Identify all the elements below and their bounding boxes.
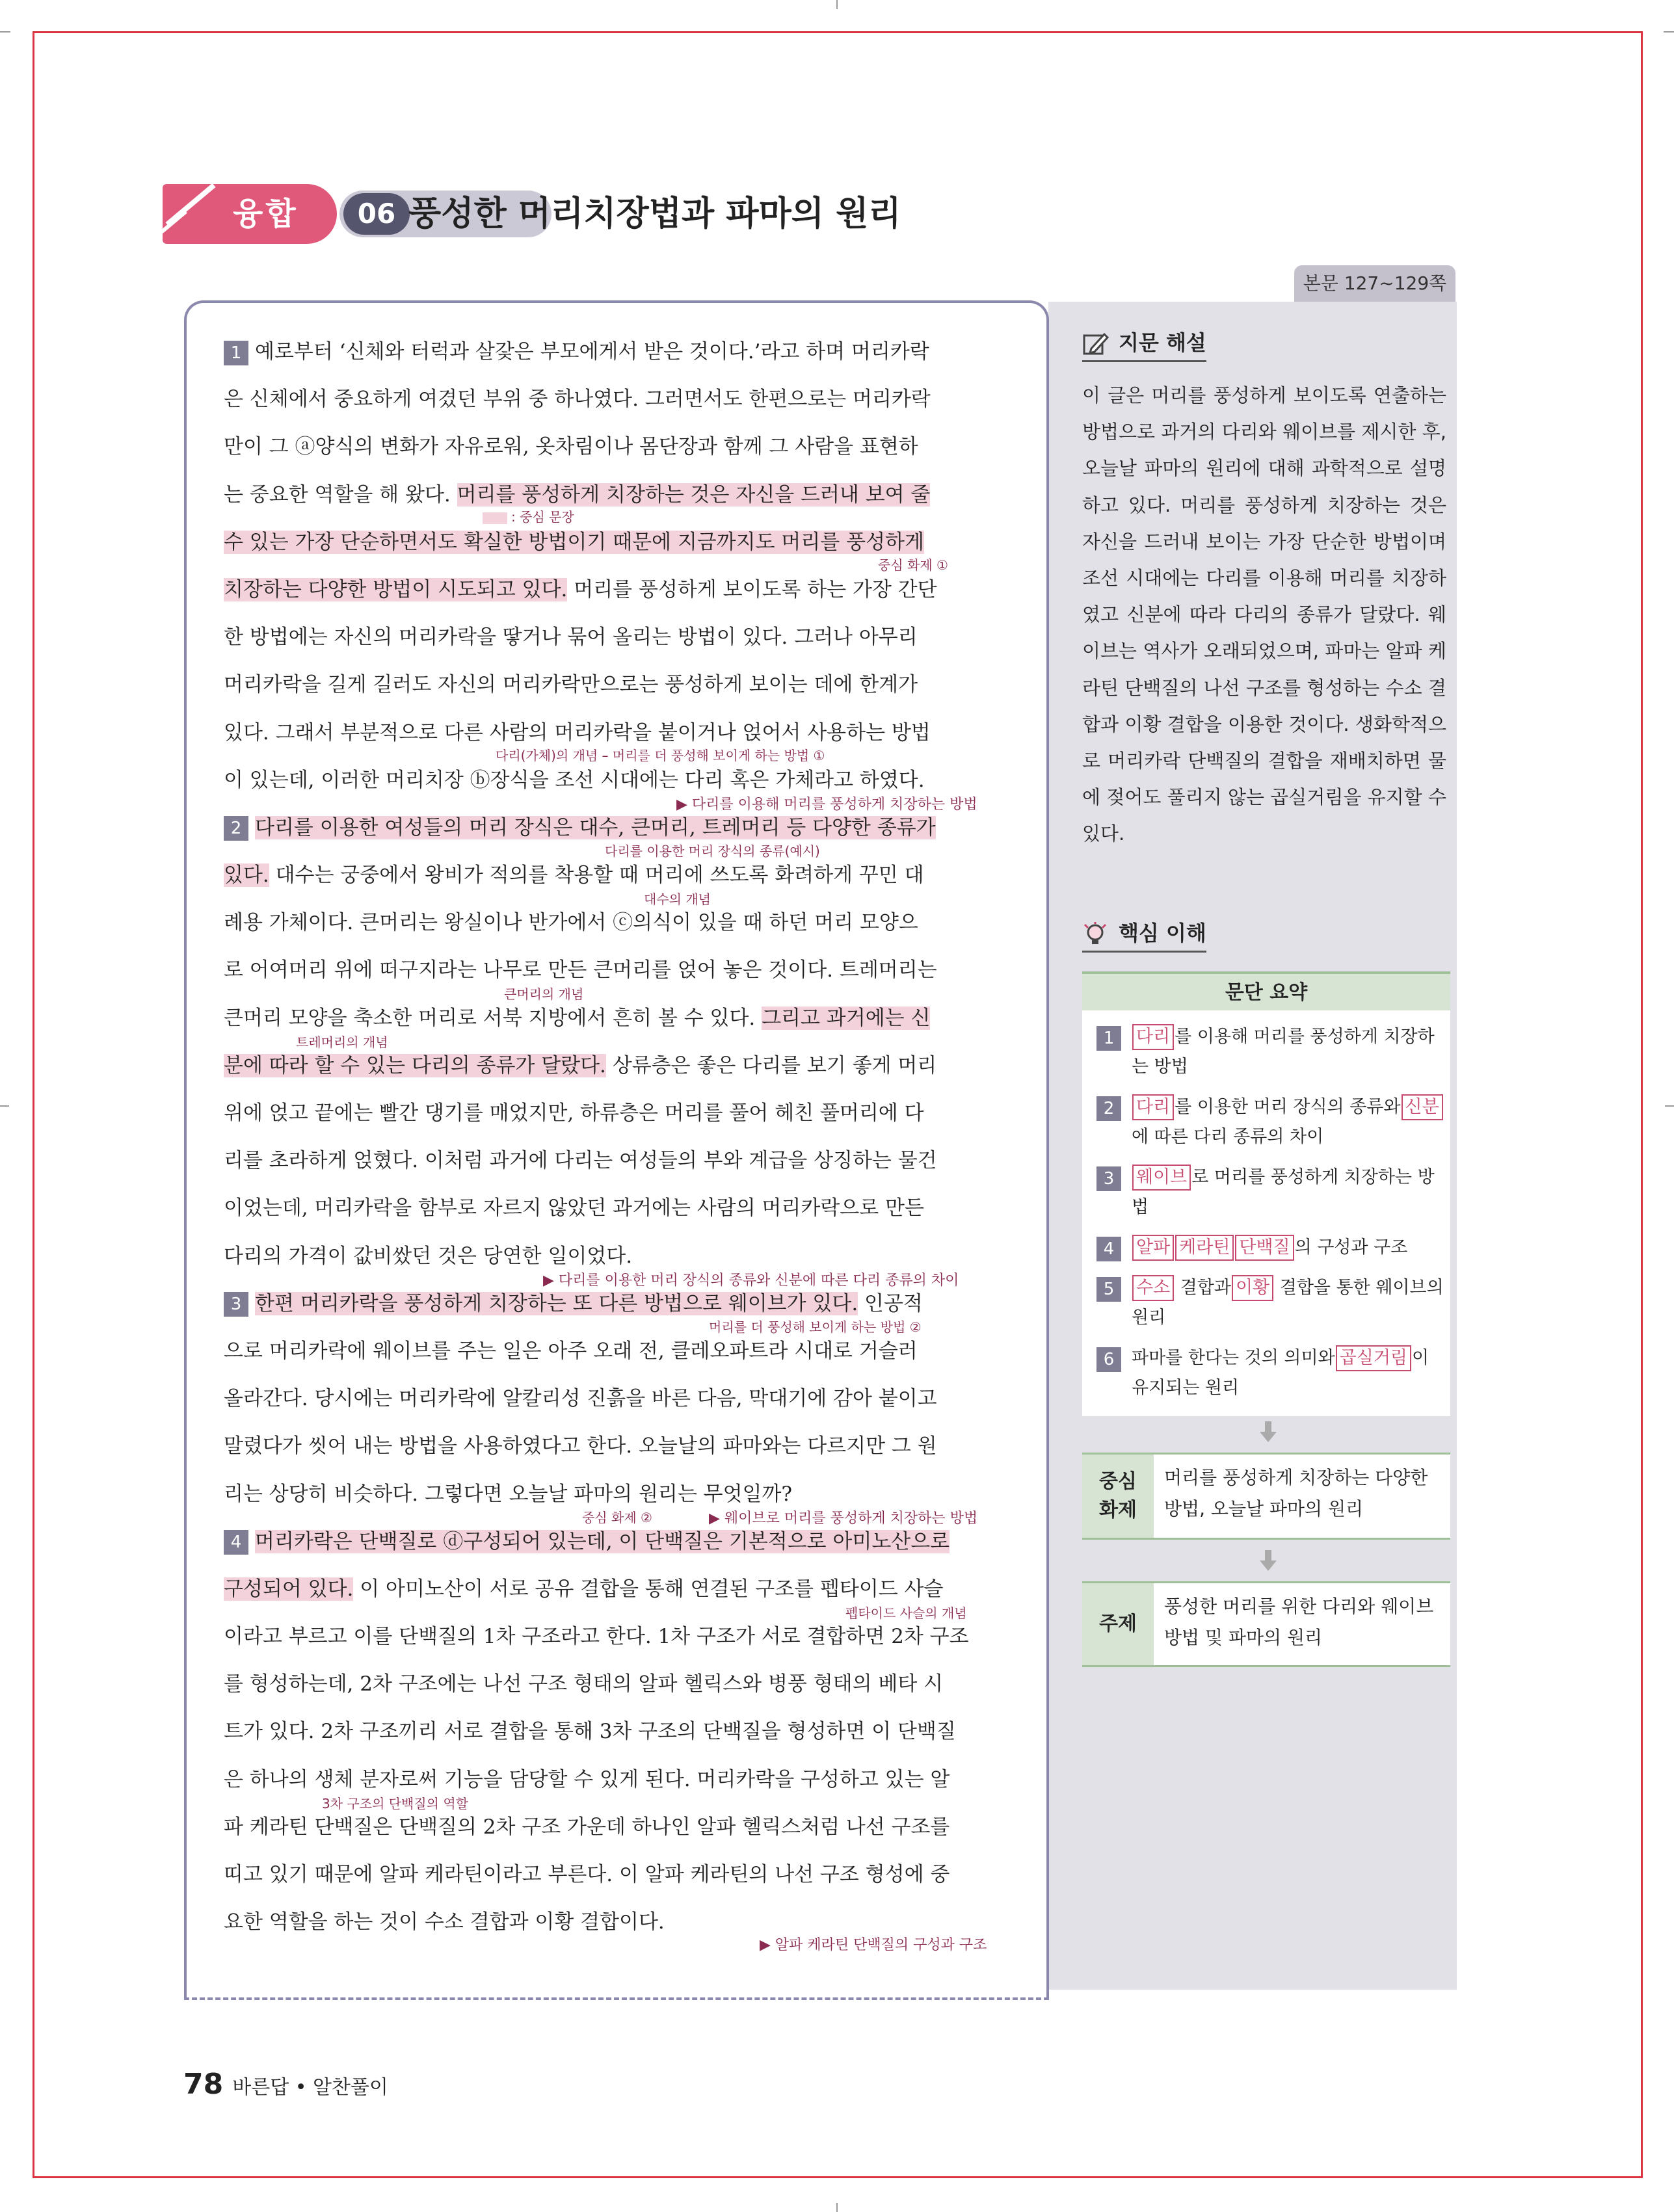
page-title: 풍성한 머리치장법과 파마의 원리 [408,194,901,233]
passage-segment: 올라간다. 당시에는 머리카락에 알칼리성 진흙을 바른 다음, 막대기에 감아 붙이고 [224,1387,937,1411]
answer-box: 단백질 [1235,1235,1294,1261]
crop-mark [0,31,10,33]
summary-arrow-4: ▶ 알파 케라틴 단백질의 구성과 구조 [760,1937,987,1953]
passage-segment: 이 아미노산이 서로 공유 결합을 통해 연결된 구조를 펩타이드 사슬 [353,1577,944,1601]
summary-arrow-2: ▶ 다리를 이용한 머리 장식의 종류와 신분에 따른 다리 종류의 차이 [543,1272,959,1289]
passage-segment: 요한 역할을 하는 것이 수소 결합과 이황 결합이다. [224,1910,665,1934]
annotation-daesu: 대수의 개념 [644,891,711,907]
central-topic-label: 중심 화제 [1082,1455,1154,1538]
passage-line [224,1090,1011,1137]
passage-line [224,899,1011,947]
page-number: 78 [183,2068,224,2101]
summary-head: 문단 요약 [1082,971,1450,1010]
summary-number: 2 [1096,1096,1121,1121]
passage-line [224,614,1011,661]
passage-segment: 트가 있다. 2차 구조끼리 서로 결합을 통해 3차 구조의 단백질을 형성하면 이 단백질 [224,1720,956,1744]
paragraph-summary [1082,971,1450,1416]
passage-line [224,328,1011,376]
summary-text: 파마를 한다는 것의 의미와 [1132,1348,1335,1368]
passage-line [224,661,1011,709]
answer-box: 케라틴 [1175,1235,1234,1261]
highlighted-text: 수 있는 가장 단순하면서도 확실한 방법이기 때문에 지금까지도 머리를 풍성하게 [224,530,924,554]
passage-segment: 리를 초라하게 얹혔다. 이처럼 과거에 다리는 여성들의 부와 계급을 상징하는 물건 [224,1149,937,1173]
passage-segment: 는 중요한 역할을 해 왔다. [224,482,457,507]
crop-mark [0,1105,9,1107]
passage-segment: 은 하나의 생체 분자로써 기능을 담당할 수 있게 된다. 머리카락을 구성하고 있는 알 [224,1767,950,1791]
summary-number: 5 [1096,1277,1121,1302]
category-tag [163,184,337,244]
paragraph-number: 2 [224,816,248,841]
explanation-text: 이 글은 머리를 풍성하게 보이도록 연출하는 방법으로 과거의 다리와 웨이브를 제시한 후, 오늘날 파마의 원리에 대해 과학적으로 설명하고 있다. 머리를 풍성하게 치장하는 것은 자신을 드러내 보이는 가장 단순한 방법이며 조선 시대에는 다리를 이용해 머리를 치장하였고 신분에 따라 다리의 종류가 달랐다. 웨이브는 역사가 오래되었으며, 파마는 알파 케라틴 단백질의 나선 구조를 형성하는 수소 결합과 이황 결합을 이용한 것이다. 생화학적으로 머리카락 단백질의 결합을 재배치하면 물에 젖어도 풀리지 않는 곱실거림을 유지할 수 있다. [1082,384,1446,845]
passage-line [224,471,1011,519]
highlighted-text: 다리를 이용한 여성들의 머리 장식은 대수, 큰머리, 트레머리 등 다양한 종류가 [255,815,936,839]
passage-segment: 띠고 있기 때문에 알파 케라틴이라고 부른다. 이 알파 케라틴의 나선 구조 형성에 중 [224,1863,950,1886]
answer-box: 곱실거림 [1336,1345,1411,1371]
summary-item [1082,1228,1450,1268]
footer-label: 바른답 • 알찬풀이 [232,2076,388,2099]
lightbulb-icon [1082,922,1109,947]
answer-box: 다리 [1132,1094,1174,1120]
passage-segment: 례용 가체이다. 큰머리는 왕실이나 반가에서 ⓒ의식이 있을 때 하던 머리 모양으 [224,911,918,935]
answer-box: 이황 [1232,1275,1273,1301]
annotation-dari-types: 다리를 이용한 머리 장식의 종류(예시) [605,843,820,859]
crop-mark [1664,31,1674,33]
answer-box: 수소 [1132,1275,1174,1301]
summary-text: 로 머리를 풍성하게 치장하는 방법 [1132,1167,1435,1217]
theme-label: 주제 [1082,1583,1154,1665]
passage-segment: 머리카락을 길게 길러도 자신의 머리카락만으로는 풍성하게 보이는 데에 한계가 [224,673,918,697]
pencil-note-icon [1082,332,1109,356]
paragraph-number: 1 [224,341,248,365]
passage-segment: 파 케라틴 단백질은 단백질의 2차 구조 가운데 하나인 알파 헬릭스처럼 나선 구조를 [224,1815,950,1839]
answer-box: 다리 [1132,1024,1174,1050]
annotation-keunmeori: 큰머리의 개념 [504,986,584,1002]
category-label: 융합 [233,196,299,232]
slash-decoration [159,210,187,235]
passage-segment: 머리를 풍성하게 보이도록 하는 가장 간단 [567,577,937,601]
passage-line [224,1185,1011,1232]
highlighted-text: 있다. [224,863,269,888]
passage-segment: 리는 상당히 비슷하다. 그렇다면 오늘날 파마의 원리는 무엇일까? [224,1482,793,1506]
passage-segment: 대수는 궁중에서 왕비가 적의를 착용할 때 머리에 쓰도록 화려하게 꾸민 대 [269,863,924,888]
passage-line [224,1851,1011,1899]
section-header [163,184,1333,244]
summary-text: 를 이용해 머리를 풍성하게 치장하는 방법 [1132,1027,1435,1077]
summary-item [1082,1087,1450,1157]
annotation-topic1: 중심 화제 ① [878,557,948,573]
answer-box: 웨이브 [1132,1165,1191,1191]
summary-number: 1 [1096,1026,1121,1051]
summary-arrow-3: ▶ 웨이브로 머리를 풍성하게 치장하는 방법 [709,1510,978,1527]
explanation-title: 지문 해설 [1082,326,1206,362]
passage-segment: 예로부터 ‘신체와 터럭과 살갗은 부모에게서 받은 것이다.’라고 하며 머리카락 [255,340,929,363]
summary-item [1082,1157,1450,1228]
summary-text: 를 이용한 머리 장식의 종류와 [1175,1097,1401,1117]
summary-number: 3 [1096,1166,1121,1191]
highlighted-text: 그리고 과거에는 신 [762,1006,931,1030]
passage-segment: 를 형성하는데, 2차 구조에는 나선 구조 형태의 알파 헬릭스와 병풍 형태의 베타 시 [224,1672,944,1696]
crop-mark [1665,1105,1674,1107]
passage-segment: 이 있는데, 이러한 머리치장 ⓑ장식을 조선 시대에는 다리 혹은 가체라고 하였다. [224,768,925,792]
passage-segment: 한 방법에는 자신의 머리카락을 땋거나 묶어 올리는 방법이 있다. 그러나 아무리 [224,625,918,650]
passage-line [224,1423,1011,1470]
crop-mark [836,2203,838,2212]
annotation-role3: 3차 구조의 단백질의 역할 [322,1796,468,1811]
page-footer [183,2068,388,2101]
central-topic-box [1082,1453,1450,1540]
summary-text: 결합과 [1175,1278,1232,1298]
passage-segment: 인공적 [858,1291,923,1315]
highlighted-text: 머리카락은 단백질로 ⓓ구성되어 있는데, 이 단백질은 기본적으로 아미노산으로 [255,1529,950,1553]
passage-line [224,376,1011,423]
passage-segment: 이었는데, 머리카락을 함부로 자르지 않았던 과거에는 사람의 머리카락으로 만든 [224,1196,924,1220]
passage-segment: 위에 얹고 끝에는 빨간 댕기를 매었지만, 하류층은 머리를 풀어 헤친 풀머리에 다 [224,1101,924,1125]
summary-number: 6 [1096,1347,1121,1372]
core-title: 핵심 이해 [1082,917,1206,953]
highlighted-text: 구성되어 있다. [224,1577,354,1601]
annotation-method2: 머리를 더 풍성해 보이게 하는 방법 ② [709,1319,922,1335]
theme-value: 풍성한 머리를 위한 다리와 웨이브 방법 및 파마의 원리 [1164,1596,1434,1648]
paragraph-number: 3 [224,1292,248,1317]
paragraph-number: 4 [224,1530,248,1555]
passage-segment: 으로 머리카락에 웨이브를 주는 일은 아주 오래 전, 클레오파트라 시대로 거슬러 [224,1339,918,1363]
passage-segment: 큰머리 모양을 축소한 머리로 서북 지방에서 흔히 볼 수 있다. [224,1006,762,1030]
summary-item [1082,1017,1450,1087]
annotation-dari-concept: 다리(가체)의 개념 – 머리를 더 풍성해 보이게 하는 방법 ① [496,748,825,763]
passage-segment: 이라고 부르고 이를 단백질의 1차 구조라고 한다. 1차 구조가 서로 결합하면 2차 구조 [224,1625,969,1649]
highlighted-text: 분에 따라 할 수 있는 다리의 종류가 달랐다. [224,1053,606,1077]
annotation-topic2: 중심 화제 ② [582,1510,652,1525]
passage-segment: 로 어여머리 위에 떠구지라는 나무로 만든 큰머리를 얹어 놓은 것이다. 트레머리는 [224,958,937,982]
annotation-key-sentence: : 중심 문장 [483,507,574,525]
page-range-tab: 본문 127~129쪽 [1294,265,1455,302]
summary-text: 에 따른 다리 종류의 차이 [1132,1127,1324,1147]
theme-box [1082,1581,1450,1667]
passage-segment: 만이 그 ⓐ양식의 변화가 자유로워, 옷차림이나 몸단장과 함께 그 사람을 표현하 [224,435,918,459]
section-number: 06 [343,193,410,235]
passage-segment: 있다. 그래서 부분적으로 다른 사람의 머리카락을 붙이거나 얹어서 사용하는 방법 [224,720,931,744]
passage-line [224,1661,1011,1708]
passage-segment: 상류층은 좋은 다리를 보기 좋게 머리 [605,1053,937,1077]
passage-segment: 다리의 가격이 값비쌌던 것은 당연한 일이었다. [224,1244,633,1268]
crop-mark [836,0,838,9]
summary-text: 의 구성과 구조 [1294,1237,1408,1257]
summary-text: 결합을 통한 웨이브의 원리 [1132,1278,1444,1328]
passage-line [224,423,1011,471]
down-arrow-icon [1260,1421,1277,1443]
highlighted-text: 한편 머리카락을 풍성하게 치장하는 또 다른 방법으로 웨이브가 있다. [255,1291,858,1315]
summary-number: 4 [1096,1237,1121,1261]
answer-box: 알파 [1132,1235,1174,1261]
annotation-peptide: 펩타이드 사슬의 개념 [845,1605,967,1621]
down-arrow-icon [1260,1550,1277,1572]
summary-item [1082,1268,1450,1338]
highlighted-text: 머리를 풍성하게 치장하는 것은 자신을 드러내 보여 줄 [457,482,931,507]
summary-item [1082,1338,1450,1408]
passage-segment: 은 신체에서 중요하게 여겼던 부위 중 하나였다. 그러면서도 한편으로는 머리카락 [224,388,931,412]
summary-text: 이 유지되는 원리 [1132,1348,1429,1398]
passage-line [224,947,1011,994]
central-topic-value: 머리를 풍성하게 치장하는 다양한 방법, 오늘날 파마의 원리 [1164,1467,1428,1520]
annotation-teure: 트레머리의 개념 [296,1034,388,1050]
answer-box: 신분 [1402,1094,1443,1120]
summary-arrow-1: ▶ 다리를 이용해 머리를 풍성하게 치장하는 방법 [676,797,977,813]
passage-line [224,1708,1011,1756]
passage-line [224,1375,1011,1423]
passage-segment: 말렸다가 씻어 내는 방법을 사용하였다고 한다. 오늘날의 파마와는 다르지만 그 원 [224,1434,937,1458]
highlighted-text: 치장하는 다양한 방법이 시도되고 있다. [224,577,568,601]
passage-line [224,1137,1011,1185]
